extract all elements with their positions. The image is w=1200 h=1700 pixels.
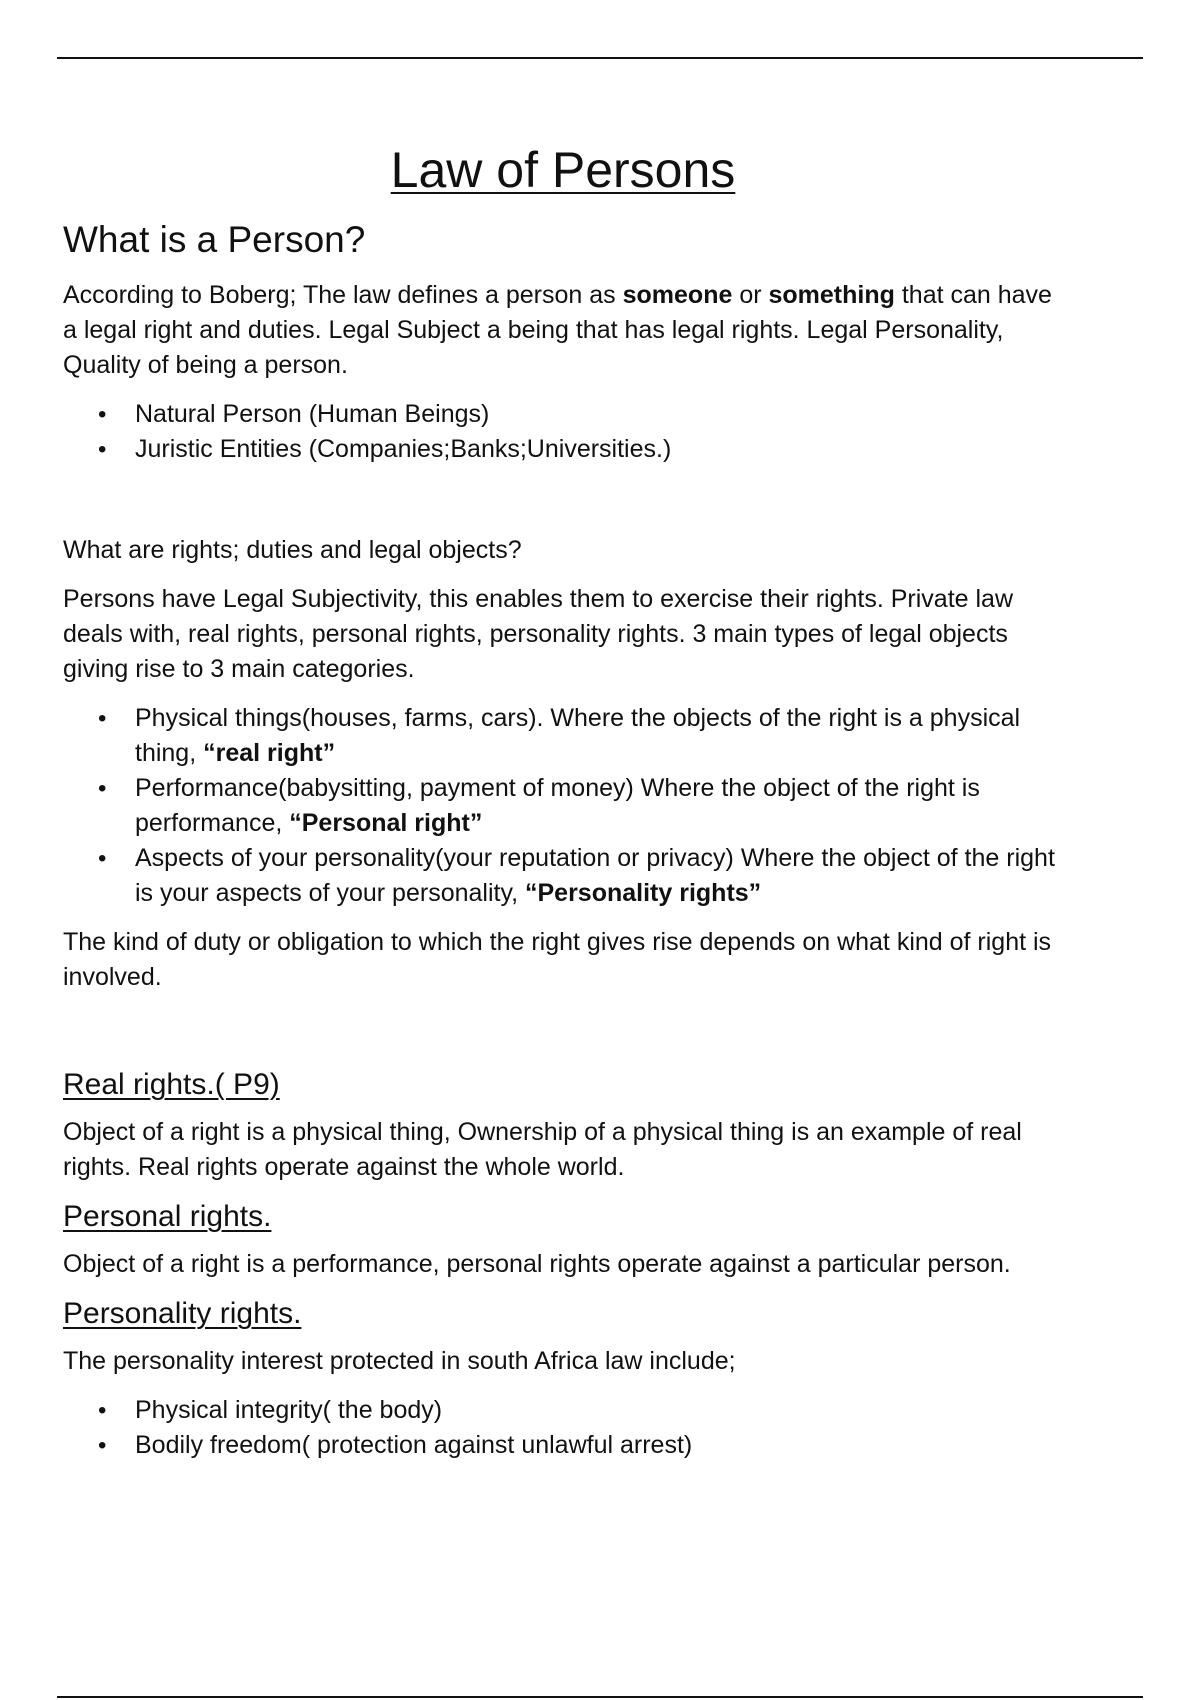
person-types-list — [63, 397, 1063, 467]
bottom-rule — [57, 1696, 1143, 1698]
list-item: • Natural Person (Human Beings) — [135, 397, 1063, 432]
document-page — [63, 140, 1063, 1477]
bullet-icon: • — [98, 1397, 107, 1424]
bullet-icon: • — [98, 401, 107, 428]
personality-interests-list — [63, 1393, 1063, 1463]
list-item: • Bodily freedom( protection against unlawful arrest) — [135, 1428, 1063, 1463]
personality-rights-paragraph: The personality interest protected in south Africa law include; — [63, 1347, 736, 1375]
bullet-icon: • — [98, 436, 107, 463]
legal-subjectivity-paragraph: Persons have Legal Subjectivity, this enables them to exercise their rights. Private law deals with, real rights, personal rights, personality rights. 3 main types of legal objects giving rise to 3 main categories. — [63, 585, 1013, 683]
rights-question: What are rights; duties and legal objects? — [63, 536, 522, 564]
personality-rights-heading: Personality rights. — [63, 1297, 302, 1330]
bullet-icon: • — [98, 845, 107, 872]
bullet-icon: • — [98, 775, 107, 802]
list-item: • Aspects of your personality(your reputation or privacy) Where the object of the right is your aspects of your personality, “Personality rights” — [135, 841, 1063, 911]
legal-objects-list — [63, 701, 1063, 911]
section-heading-what-is-a-person: What is a Person? — [63, 219, 366, 260]
duty-obligation-paragraph: The kind of duty or obligation to which the right gives rise depends on what kind of right is involved. — [63, 928, 1052, 991]
person-definition-paragraph: According to Boberg; The law defines a person as someone or something that can have a legal right and duties. Legal Subject a being that has legal rights. Legal Personality, Quality of being a person. — [63, 281, 1052, 379]
document-title: Law of Persons — [390, 142, 736, 198]
top-rule — [57, 57, 1143, 59]
list-item: • Performance(babysitting, payment of money) Where the object of the right is performance, “Personal right” — [135, 771, 1063, 841]
real-rights-paragraph: Object of a right is a physical thing, Ownership of a physical thing is an example of real rights. Real rights operate against the whole world. — [63, 1118, 1022, 1181]
bullet-icon: • — [98, 705, 107, 732]
real-rights-heading: Real rights.( P9) — [63, 1068, 280, 1101]
personal-rights-heading: Personal rights. — [63, 1200, 272, 1233]
list-item: • Physical things(houses, farms, cars). Where the objects of the right is a physical thing, “real right” — [135, 701, 1063, 771]
list-item: • Juristic Entities (Companies;Banks;Universities.) — [135, 432, 1063, 467]
personal-rights-paragraph: Object of a right is a performance, personal rights operate against a particular person. — [63, 1250, 1011, 1278]
bullet-icon: • — [98, 1432, 107, 1459]
list-item: • Physical integrity( the body) — [135, 1393, 1063, 1428]
